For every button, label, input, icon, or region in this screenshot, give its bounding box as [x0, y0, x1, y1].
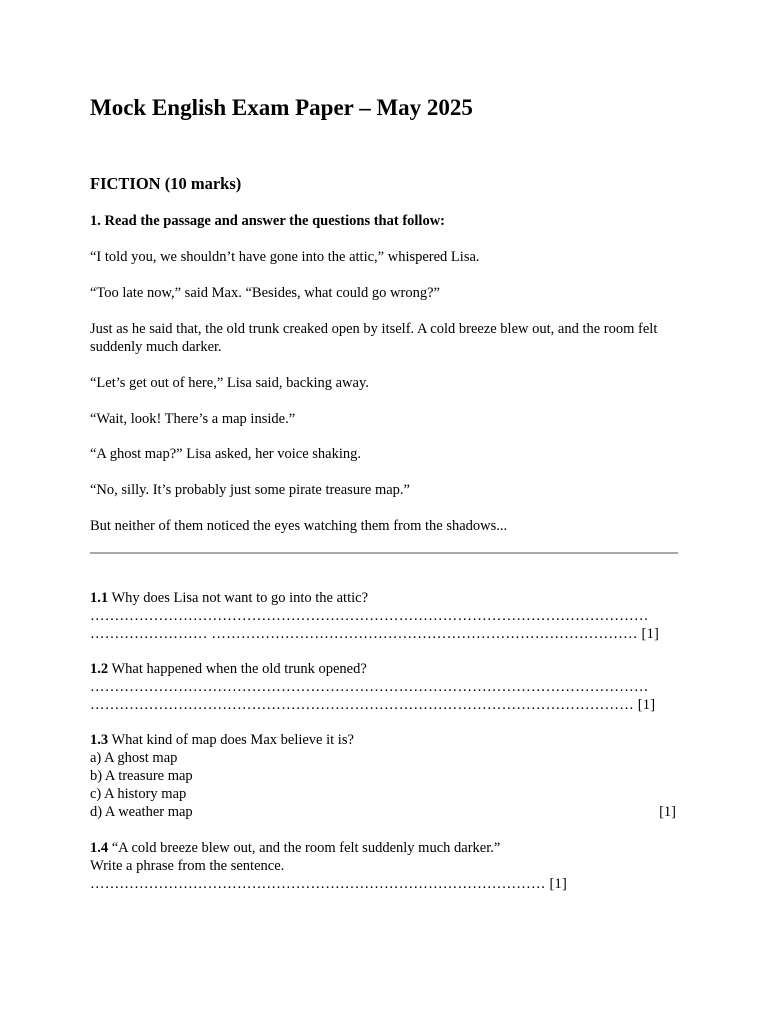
question-number: 1.4 [90, 840, 109, 856]
answer-line[interactable]: ………………………………………………………………………………… [1] [90, 876, 568, 892]
question-number: 1.3 [90, 732, 109, 748]
question-1-4 [90, 839, 680, 893]
passage-paragraph: “No, silly. It’s probably just some pirate treasure map.” [90, 482, 410, 498]
question-1-1 [90, 589, 680, 643]
answer-line[interactable]: ………………………………………………………………………………………………… [1] [90, 697, 656, 713]
passage-paragraph: “I told you, we shouldn’t have gone into the attic,” whispered Lisa. [90, 249, 480, 265]
section-heading: FICTION (10 marks) [90, 174, 242, 193]
passage-paragraph: “Wait, look! There’s a map inside.” [90, 411, 296, 427]
question-number: 1.1 [90, 590, 109, 606]
question-text: What kind of map does Max believe it is? [111, 732, 354, 748]
divider [90, 552, 678, 554]
passage-paragraph: “A ghost map?” Lisa asked, her voice shaking. [90, 446, 361, 462]
question-text: What happened when the old trunk opened? [111, 661, 367, 677]
option-b[interactable]: b) A treasure map [90, 768, 193, 784]
passage-paragraph: “Too late now,” said Max. “Besides, what could go wrong?” [90, 285, 440, 301]
question-text: “A cold breeze blew out, and the room felt suddenly much darker.” [111, 840, 501, 856]
page-title: Mock English Exam Paper – May 2025 [90, 95, 473, 120]
instruction: 1. Read the passage and answer the questions that follow: [90, 213, 446, 229]
passage-paragraph: “Let’s get out of here,” Lisa said, backing away. [90, 375, 369, 391]
question-text: Why does Lisa not want to go into the attic? [111, 590, 369, 606]
marks-label: [1] [659, 804, 676, 820]
answer-line[interactable]: …………………………………………………………………………………………………… [90, 608, 649, 624]
question-1-3 [90, 731, 680, 821]
option-a[interactable]: a) A ghost map [90, 750, 178, 766]
answer-line[interactable]: …………………………………………………………………………………………………… [90, 679, 649, 695]
question-number: 1.2 [90, 661, 109, 677]
option-c[interactable]: c) A history map [90, 786, 187, 802]
passage-paragraph: But neither of them noticed the eyes watching them from the shadows... [90, 518, 508, 534]
passage-paragraph: Just as he said that, the old trunk creaked open by itself. A cold breeze blew out, and the room felt suddenly much darker. [90, 321, 658, 355]
question-subtext: Write a phrase from the sentence. [90, 858, 285, 874]
answer-line[interactable]: …………………… …………………………………………………………………………… [1] [90, 626, 660, 642]
question-1-2 [90, 660, 680, 714]
option-d[interactable]: d) A weather map [90, 804, 193, 820]
